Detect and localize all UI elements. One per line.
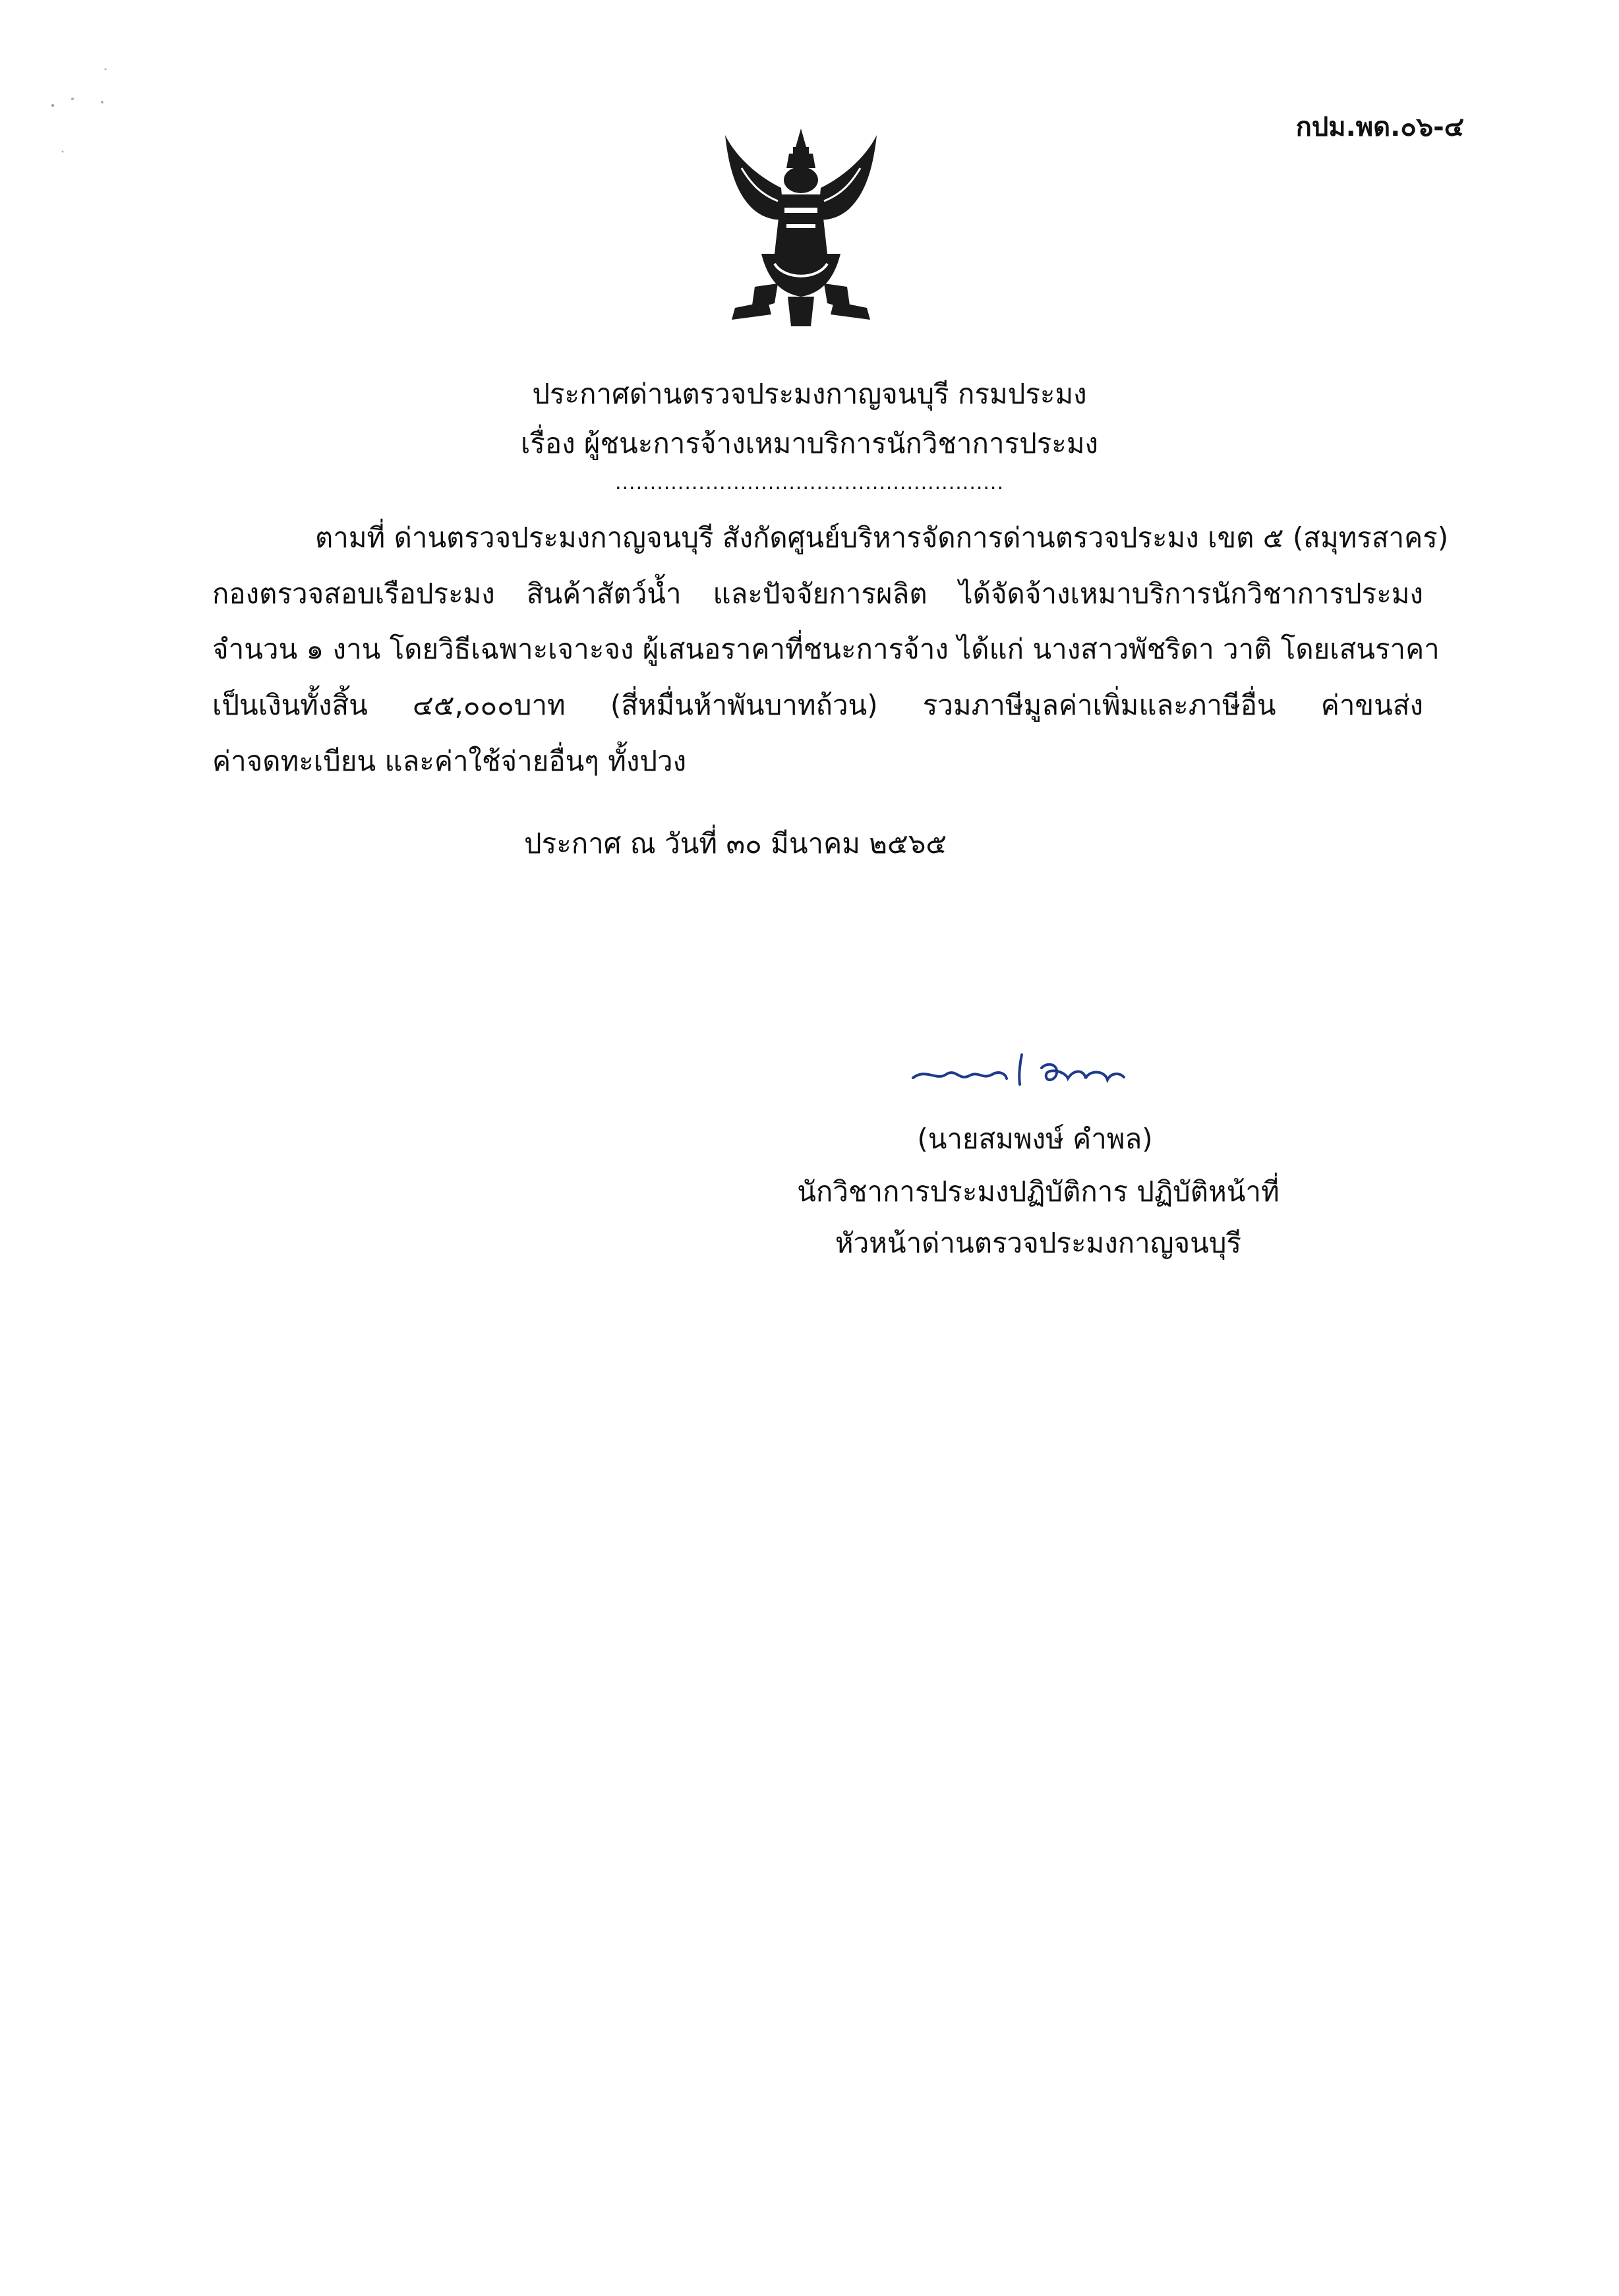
announcement-subject: เรื่อง ผู้ชนะการจ้างเหมาบริการนักวิชาการประมง [520,427,1099,459]
handwritten-signature [906,1042,1144,1094]
body-line: จำนวน ๑ งาน โดยวิธีเฉพาะเจาะจง ผู้เสนอราคาที่ชนะการจ้าง ได้แก่ นางสาวพัชริดา วาติ โดยเสนราคา [212,633,1440,665]
body-line: กองตรวจสอบเรือประมง สินค้าสัตว์น้ำ และปัจจัยการผลิต ได้จัดจ้างเหมาบริการนักวิชาการประมง [212,577,1423,610]
signer-name: (นายสมพงษ์ คำพล) [917,1123,1153,1155]
body-line: เป็นเงินทั้งสิ้น ๔๕,๐๐๐บาท (สี่หมื่นห้าพันบาทถ้วน) รวมภาษีมูลค่าเพิ่มและภาษีอื่น ค่าขนส่ง [212,689,1423,721]
garuda-emblem-icon [715,129,887,333]
body-line: ค่าจดทะเบียน และค่าใช้จ่ายอื่นๆ ทั้งปวง [212,745,687,777]
announcement-title: ประกาศด่านตรวจประมงกาญจนบุรี กรมประมง [532,378,1087,410]
scan-specks [40,59,171,165]
announcement-date: ประกาศ ณ วันที่ ๓๐ มีนาคม ๒๕๖๕ [524,827,947,860]
signer-position: นักวิชาการประมงปฏิบัติการ ปฏิบัติหน้าที่ [797,1175,1280,1208]
signer-position-office: หัวหน้าด่านตรวจประมงกาญจนบุรี [835,1227,1242,1259]
body-line: ตามที่ ด่านตรวจประมงกาญจนบุรี สังกัดศูนย์บริหารจัดการด่านตรวจประมง เขต ๕ (สมุทรสาคร) [315,521,1449,554]
dotted-separator: ........................................................ [614,471,1005,494]
document-code: กปม.พด.๐๖-๔ [1295,112,1464,142]
